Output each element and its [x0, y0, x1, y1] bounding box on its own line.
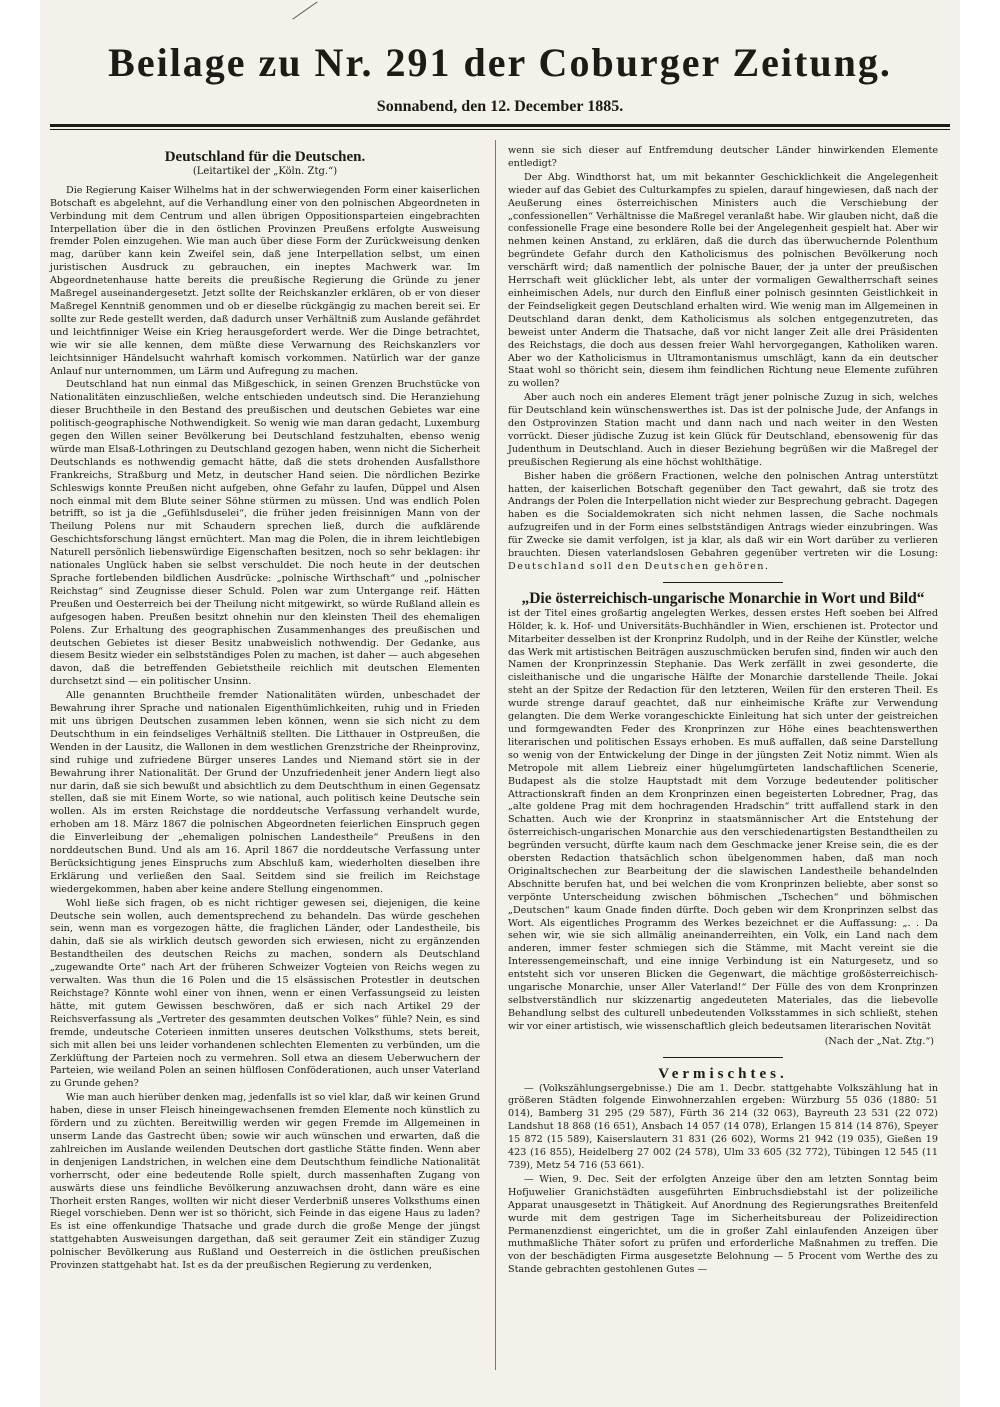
right-column: [508, 145, 938, 1277]
news-item: — (Volkszählungsergebnisse.) Die am 1. Decbr. stattgehabte Volkszählung hat in größeren Städten folgende Einwohnerzahlen ergeben: Würzburg 55 036 (1880: 51 014), Bamberg 31 295 (29 587), Fürth 36 214 (32 063), Bayreuth 23 531 (22 072) Landshut 18 868 (16 651), Ansbach 14 057 (14 078), Erlangen 15 814 (14 876), Speyer 15 872 (15 589), Kaiserslautern 31 831 (26 602), Worms 21 942 (19 035), Gießen 19 423 (16 855), Heidelberg 27 002 (24 578), Ulm 33 605 (32 772), Tübingen 12 545 (11 739), Metz 54 716 (53 661).: [508, 1082, 938, 1171]
article-subtitle: (Leitartikel der „Köln. Ztg.“): [192, 165, 338, 177]
article-paragraph: Der Abg. Windthorst hat, um mit bekannter Geschicklichkeit die Angelegenheit wieder auf das Gebiet des Culturkampfes zu spielen, darauf hingewiesen, daß nach der Aeußerung eines österreichischen Ministers auch die Verschiebung der „confessionellen“ Verhältnisse die Maßregel veranlaßt habe. Wir glauben nicht, daß die confessionelle Frage eine besondere Rolle bei der Angelegenheit gespielt hat. Aber wir nehmen keinen Anstand, zu erklären, daß die durch das überwuchernde Polenthum begründete Gefahr durch den Katholicismus des polnischen Bevölkerung noch verschärft wird; daß namentlich der polnische Bauer, der ja unter der preußischen Herrschaft weit glücklicher lebt, als unter der vormaligen Gewaltherrschaft seines einheimischen Adels, nur durch den Einfluß einer polnisch gesinnten Geistlichkeit in der Feindseligkeit gegen Deutschland erhalten wird. Wie wenig man im Allgemeinen in Deutschland daran denkt, dem Katholicismus als solchen entgegenzutreten, das beweist unter Anderm die Thatsache, daß vor nicht langer Zeit alle drei Präsidenten des Reichstags, die doch aus dessen freier Wahl hervorgegangen, Katholiken waren. Aber wo der Katholicismus in Ultramontanismus umschlägt, kann da ein deutscher Staat wohl so thöricht sein, diesem ihm feindlichen Richtung neue Elemente zuführen zu wollen?: [508, 171, 938, 390]
masthead: [40, 38, 960, 116]
newspaper-title: Beilage zu Nr. 291 der Coburger Zeitung.: [108, 40, 892, 85]
article-paragraph: Alle genannten Bruchtheile fremder Nationalitäten würden, unbeschadet der Bewahrung ihrer Sprache und nationalen Eigenthümlichkeiten, ruhig und in Frieden mit uns übrigen Deutschen zusammen leben können, wenn sie sich nicht zu dem Deutschthum in ein feindseliges Verhältniß stellten. Die Litthauer in Ostpreußen, die Wenden in der Lausitz, die Wallonen in dem westlichen Grenzstriche der Rheinprovinz, sind ruhige und zufriedene Bürger unseres Landes und Niemand stört sie in der Bewahrung ihrer Nationalität. Der Grund der Unzufriedenheit jener Andern liegt also nur darin, daß sie sich bewußt und absichtlich zu dem Deutschthum in einen Gegensatz stellen, daß sie mit Einem Worte, so wie national, auch politisch keine Deutsche sein wollen. Als im ersten Reichstage die norddeutsche Verfassung verhandelt wurde, erhoben am 18. März 1867 die polnischen Abgeordneten feierlichen Einspruch gegen die Einverleibung der „ehemaligen polnischen Landestheile“ Preußens in den norddeutschen Bund. Und als am 16. April 1867 die norddeutsche Verfassung unter Berücksichtigung jenes Einspruchs zum Abschluß kam, wiederholten dieselben ihre Erklärung und verließen den Saal. Seitdem sind sie freilich im Reichstage wiedergekommen, haben aber keine andere Stellung eingenommen.: [50, 690, 480, 895]
article-paragraph: wenn sie sich dieser auf Entfremdung deutscher Länder hinwirkenden Elemente entledigt?: [508, 145, 938, 169]
article-paragraph: Wie man auch hierüber denken mag, jedenfalls ist so viel klar, daß wir keinen Grund haben, diese in unser Fleisch hineingewachsenen fremden Elemente noch künstlich zu fördern und zu züchten. Bereitwillig werden wir gegen Fremde im Allgemeinen in unserm Lande das Gastrecht üben; sowie wir auch wünschen und erwarten, daß die zahlreichen im Auslande weilenden Deutschen dort gastliche Stätte finden. Wenn aber in denjenigen Landstrichen, in welchen eine dem Deutschthum feindliche Nationalität vorherrscht, oder eine bedeutende Rolle spielt, durch massenhaften Zugang von auswärts diese uns feindliche Bevölkerung anzuwachsen droht, dann wäre es eine Thorheit ersten Ranges, wollten wir nicht dieser Verderbniß unseres Volksthums einen Riegel vorschieben. Denn wer ist so thöricht, sich Feinde in das eigene Haus zu laden? Es ist eine offenkundige Thatsache und grade durch die große Menge der jüngst stattgehabten Ausweisungen dargethan, daß seit geraumer Zeit ein ständiger Zuzug polnischer Bevölkerung aus Rußland und Oesterreich in die östlichen preußischen Provinzen stattgehabt hat. Ist es da der preußischen Regierung zu verdenken,: [50, 1092, 480, 1272]
section-divider: [663, 582, 783, 583]
article-paragraph: [508, 471, 938, 574]
left-column: [50, 145, 480, 1273]
section-divider: [663, 1057, 783, 1058]
article-source: (Nach der „Nat. Ztg.“): [824, 1035, 934, 1047]
column-divider: [495, 140, 496, 1370]
issue-date: Sonnabend, den 12. December 1885.: [376, 98, 624, 115]
article-paragraph: ist der Titel eines großartig angelegten Werkes, dessen erstes Heft soeben bei Alfred Hölder, k. k. Hof- und Universitäts-Buchhändler in Wien, erschienen ist. Protector und Mitarbeiter desselben ist der Kronprinz Rudolph, und in der Reihe der Künstler, welche das Werk mit artistischen Beiträgen auszuschmücken berufen sind, finden wir auch den Namen der Kronprinzessin Stephanie. Das Werk zerfällt in zwei gesonderte, die cisleithanische und die ungarische Hälfte der Monarchie darstellende Theile. Jokai steht an der Spitze der Redaction für den letzteren, Weilen für den ersteren Theil. Es wurde strenge darauf geachtet, daß nur einheimische Kräfte zur Verwendung gelangten. Die dem Werke vorangeschickte Einleitung hat sich unter der geistreichen und formgewandten Feder des Kronprinzen zur Höhe eines beachtenswerthen literarischen und politischen Essays erhoben. Es muß auffallen, daß seine Darstellung so wenig von der Entwickelung der Dinge in der jüngsten Zeit Notiz nimmt. Wien als Metropole mit allem Liebreiz einer hügelumgürteten landschaftlichen Scenerie, Budapest als die stolze Hauptstadt mit dem Vorzuge bedeutender politischer Attractionskraft finden an dem Kronprinzen einen begeisterten Lobredner, Prag, das „alte goldene Prag mit dem hochragenden Hradschin“ tritt auffallend stark in den Schatten. Auch wie der Kronprinz in staatsmännischer Art die Entstehung der österreichisch-ungarischen Monarchie aus den verschiedenartigsten Bestandtheilen zu begründen versucht, dürfte kaum nach dem Geschmacke jener Kreise sein, die es der obersten Redaction thatsächlich schon übelgenommen haben, daß man noch Originaltschechen zur Bearbeitung der die slawischen Landestheile behandelnden Abschnitte berufen hat, und bei welchen die vom Kronprinzen beliebte, aber sonst so verpönte Unterscheidung zwischen böhmischen „Tschechen“ und böhmischen „Deutschen“ kaum Gnade finden dürfte. Doch geben wir dem Kronprinzen selbst das Wort. Als eigentliches Programm des Werkes bezeichnet er die Auffassung: „. . Da sehen wir, wie sie sich allmälig aneinanderreihten, ein Volk, ein Land nach dem anderen, immer fester schmiegen sich die Stämme, mit Macht vereint sie die Interessengemeinschaft, und eine innige Verbindung ist ein Naturgesetz, und so entsteht sich vor unseren Blicken die Gegenwart, die mächtige großösterreichisch-ungarische Monarchie, unser Aller Vaterland!“ Der Fülle des von dem Kronprinzen selbstverständlich nur skizzenartig angedeuteten Materiales, das die liebevolle Behandlung selbst des culturell unbedeutenden Volksstammes in sich schließt, stehen wir vor einer artistisch, wie wissenschaftlich gleich bedeutsamen literarischen Novität: [508, 607, 938, 1032]
article-paragraph: Aber auch noch ein anderes Element trägt jener polnische Zuzug in sich, welches für Deutschland kein wünschenswerthes ist. Das ist der polnische Jude, der Anfangs in den Ostprovinzen Station macht und dann nach und nach weiter in den Westen vorrückt. Dieser jüdische Zuzug ist kein Glück für Deutschland, ebensowenig für das Judenthum in Deutschland. Auch in dieser Beziehung begrüßen wir die Maßregel der preußischen Regierung als eine höchst wohlthätige.: [508, 392, 938, 468]
masthead-rule-thin: [50, 129, 950, 130]
newspaper-page: [40, 0, 960, 1407]
section-title-vermischtes: Vermischtes.: [658, 1065, 788, 1082]
article-paragraph: Die Regierung Kaiser Wilhelms hat in der schwerwiegenden Form einer kaiserlichen Botschaft es abgelehnt, auf die Verhandlung einer von den polnischen Abgeordneten in Verbindung mit dem Centrum und allen übrigen Oppositionsparteien eingebrachten Interpellation über die in den östlichen Provinzen Preußens erfolgte Ausweisung fremder Polen einzugehen. Wie man auch über diese Form der Zurückweisung denken mag, darüber kann kein Zweifel sein, daß jene Interpellation selbst, um einen juristischen Ausdruck zu gebrauchen, ein ineptes Machwerk war. Im Abgeordnetenhause hatte bereits die preußische Regierung die Gründe zu jener Maßregel auseinandergesetzt. Jetzt sollte der Reichskanzler erklären, ob er von dieser Maßregel Kenntniß genommen und ob er dieselbe rückgängig zu machen bereit sei. Er sollte zur Rede gestellt werden, daß dadurch unser Verhältniß zum Auslande gefährdet und leichtfinniger Weise ein Krieg herausgefordert werde. Wer die Dinge betrachtet, wie wir sie alle kennen, dem müßte diese Verwarnung des Reichskanzlers vor leichtsinniger Händelsucht wahrhaft komisch vorkommen. Natürlich war der ganze Anlauf nur unternommen, um Lärm und Aufregung zu machen.: [50, 184, 480, 377]
masthead-rule-thick: [50, 124, 950, 127]
article-paragraph: Deutschland hat nun einmal das Mißgeschick, in seinen Grenzen Bruchstücke von Nationalitäten einzuschließen, welche entschieden undeutsch sind. Die Heranziehung dieser Bruchtheile in den Bestand des preußischen und deutschen Gebietes war eine politisch-geographische Nothwendigkeit. So wenig wie man daran gedacht, Luxemburg gegen den Willen seiner Bevölkerung bei Deutschland festzuhalten, ebenso wenig würde man Elsaß-Lothringen zu Deutschland gezogen haben, wenn nicht die Sicherheit Deutschlands es nothwendig gemacht hätte, daß die stets drohenden Ausfallsthore Frankreichs, Straßburg und Metz, in deutscher Hand seien. Die nördlichen Bezirke Schleswigs konnte Preußen nicht aufgeben, ohne Gefahr zu laufen, Düppel und Alsen noch einmal mit dem Blute seiner Söhne stürmen zu müssen. Und was endlich Polen betrifft, so ist ja die „Gefühlsduselei“, die früher jeden freisinnigen Mann von der Theilung Polens nur mit Schaudern sprechen ließ, durch die aufklärende Geschichtsforschung längst ernüchtert. Man mag die Polen, die in ihrem leichtlebigen Naturell persönlich liebenswürdige Eigenschaften besitzen, noch so sehr beklagen: ihr nationales Unglück haben sie selbst verschuldet. Die noch heute in der deutschen Sprache fortlebenden bildlichen Ausdrücke: „polnische Wirthschaft“ und „polnischer Reichstag“ sind Zeugnisse dieser Schuld. Polen war zum Untergange reif. Hätten Preußen und Oesterreich bei der Theilung nicht mitgewirkt, so würde Rußland allein es aufgesogen haben. Preußen besitzt ohnehin nur den kleinsten Theil des ehemaligen Polens. Zur Erhaltung des geographischen Zusammenhanges des preußischen und deutschen Gebietes ist dieser Besitz unabweislich nothwendig. Der Gedanke, aus diesem Besitz wieder ein selbstständiges Polen zu machen, ist daher — auch abgesehen davon, daß die betreffenden Gebietstheile reichlich mit deutschen Elementen durchsetzt sind — ein politischer Unsinn.: [50, 379, 480, 688]
pen-mark: [292, 1, 317, 19]
news-item: — Wien, 9. Dec. Seit der erfolgten Anzeige über den am letzten Sonntag beim Hofjuwelier Granichstädten ausgeführten Einbruchsdiebstahl ist der polizeiliche Apparat unausgesetzt in Thätigkeit. Auf Anordnung des Regierungsrathes Breitenfeld wurde mit dem gestrigen Tage im Sicherheitsbureau der Polizeidirection Permanenzdienst eingerichtet, um die in großer Zahl einlaufenden Anzeigen über muthmaßliche Thäter sofort zu prüfen und erforderliche Maßnahmen zu treffen. Die von der beschädigten Firma ausgesetzte Belohnung — 5 Procent vom Werthe des zu Stande gebrachten gestohlenen Gutes —: [508, 1173, 938, 1276]
article-paragraph: Wohl ließe sich fragen, ob es nicht richtiger gewesen sei, diejenigen, die keine Deutsche sein wollen, auch dementsprechend zu behandeln. Das würde geschehen sein, wenn man es vorgezogen hätte, die fraglichen Länder, oder Landestheile, bis dahin, daß sie als wirklich deutsch geworden sich erwiesen, nicht zu ergänzenden Bestandtheilen des deutschen Reichs zu machen, sondern als Deutschland „zugewandte Orte“ nach Art der früheren Schweizer Vogteien von Reichs wegen zu verwalten. Was thun die 16 Polen und die 15 elsässischen Protestler in deutschen Reichstage? Könnte wohl einer von ihnen, wenn er einen Verfassungseid zu leisten hätte, mit gutem Gewissen beschwören, daß er sich nach Artikel 29 der Reichsverfassung als „Vertreter des gesammten deutschen Volkes“ fühle? Nein, es sind fremde, undeutsche Coterieen inmitten unseres deutschen Volksthums, stets bereit, sich mit allen bei uns leider vorhandenen schlechten Elementen zu verbünden, um die Zerklüftung der Parteien noch zu vermehren. Soll etwa an diesem Ueberwuchern der Parteien, wie weiland Polen an seinen hülflosen Conföderationen, auch unser Vaterland zu Grunde gehen?: [50, 897, 480, 1090]
article-title-deutschland: Deutschland für die Deutschen.: [164, 149, 366, 165]
closing-motto: Deutschland soll den Deutschen gehören.: [508, 561, 770, 572]
article-paragraph-text: Bisher haben die größern Fractionen, welche den polnischen Antrag unterstützt hatten, der kaiserlichen Botschaft gegenüber den Tact gewahrt, daß sie trotz des Andrangs der Polen die Interpellation nicht wieder zur Besprechung gebracht. Dagegen haben es die Socialdemokraten sich nicht nehmen lassen, die Sache nochmals aufzugreifen und in der Form eines selbstständigen Antrags wieder einzubringen. Was für Zwecke sie damit verfolgen, ist ja klar, als daß wir ein Wort darüber zu verlieren brauchten. Diesen vaterlandslosen Gebahren gegenüber vertreten wir die Losung:: [508, 470, 938, 560]
article-title-monarchie: „Die österreichisch-ungarische Monarchie in Wort und Bild“: [521, 589, 925, 607]
